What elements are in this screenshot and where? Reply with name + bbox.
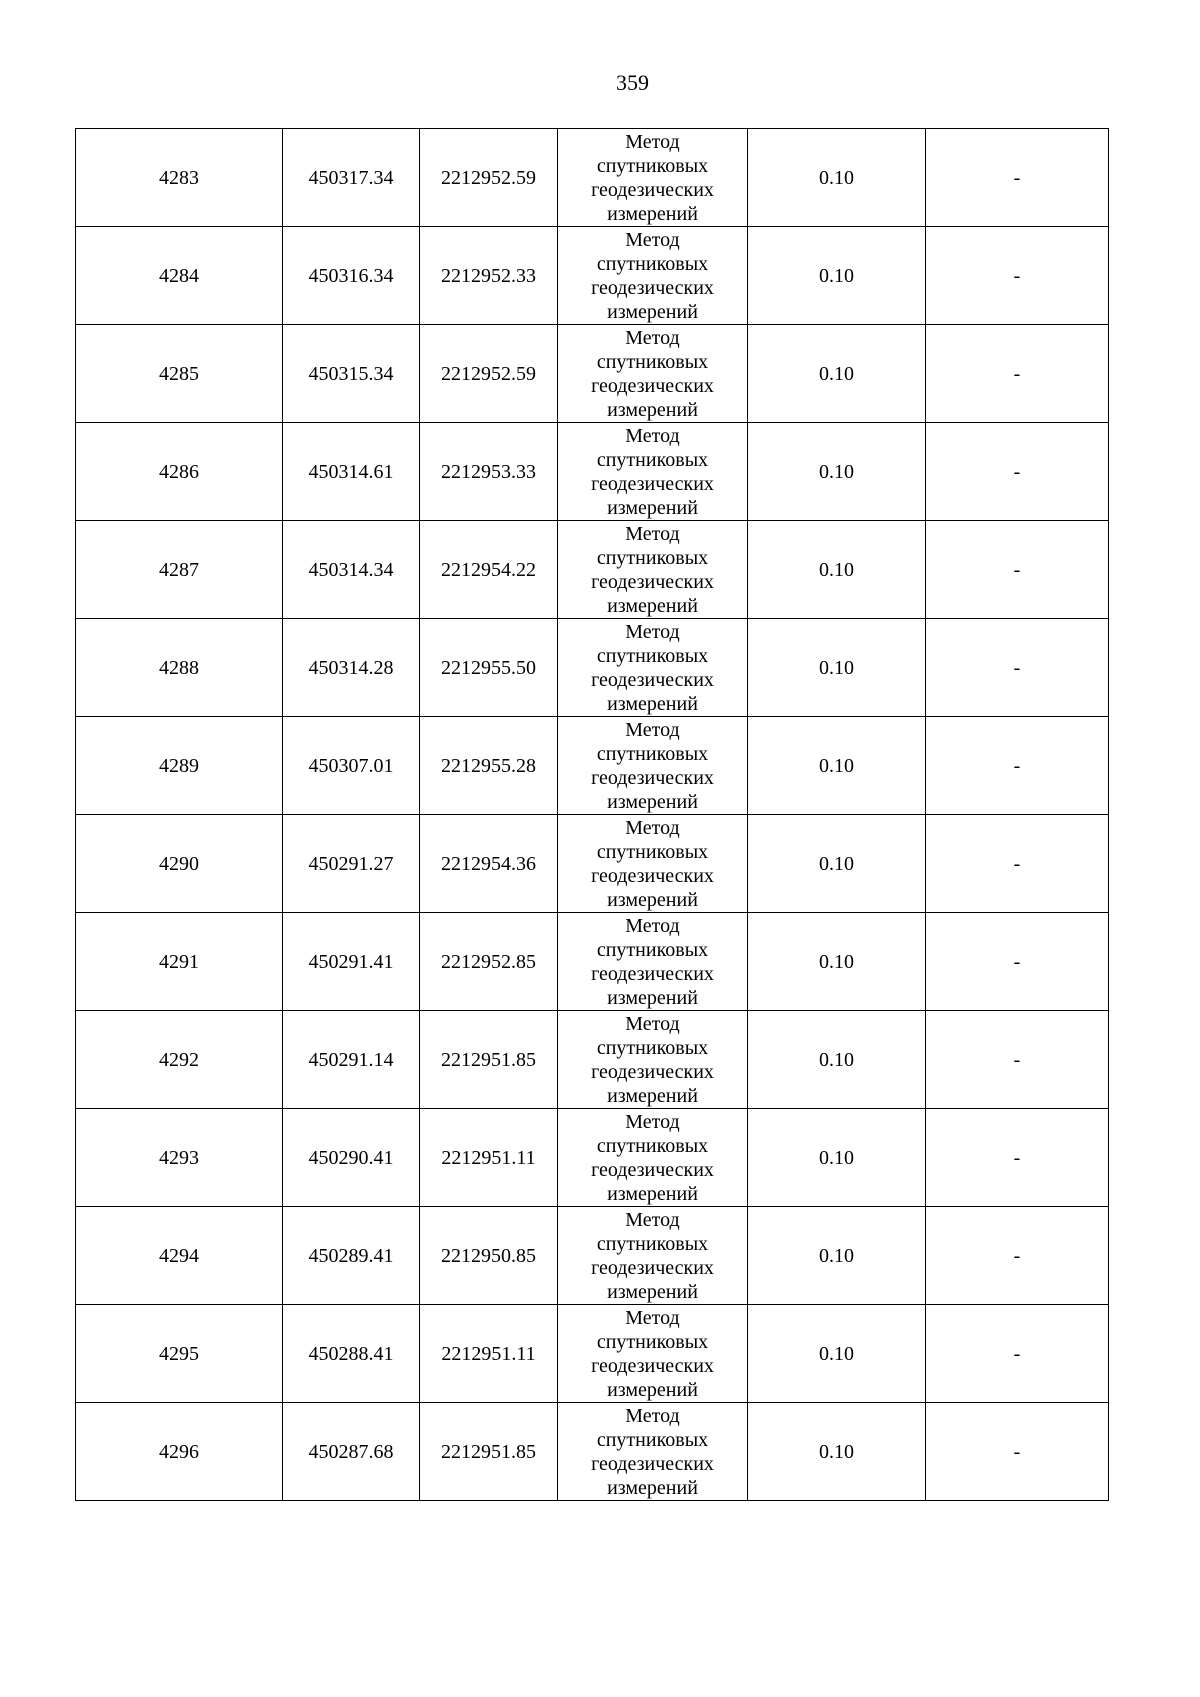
y-coordinate-cell: 2212952.59 <box>420 325 558 423</box>
method-line: геодезических <box>591 1256 714 1279</box>
method-line: спутниковых <box>596 840 709 863</box>
method-line: измерений <box>607 1084 698 1107</box>
method-line: Метод <box>625 522 680 545</box>
method-cell <box>558 619 748 717</box>
y-coordinate-cell: 2212952.59 <box>420 129 558 227</box>
method-cell <box>558 717 748 815</box>
accuracy-cell: 0.10 <box>748 717 926 815</box>
note-cell: - <box>926 1011 1109 1109</box>
accuracy-cell: 0.10 <box>748 227 926 325</box>
point-number-cell: 4289 <box>76 717 283 815</box>
table-row <box>76 913 1109 1011</box>
method-line: геодезических <box>591 1158 714 1181</box>
accuracy-cell: 0.10 <box>748 1305 926 1403</box>
y-coordinate-cell: 2212954.22 <box>420 521 558 619</box>
accuracy-cell: 0.10 <box>748 1011 926 1109</box>
method-cell <box>558 1207 748 1305</box>
note-cell: - <box>926 913 1109 1011</box>
method-line: спутниковых <box>596 252 709 275</box>
note-cell: - <box>926 521 1109 619</box>
note-cell: - <box>926 1109 1109 1207</box>
point-number-cell: 4295 <box>76 1305 283 1403</box>
y-coordinate-cell: 2212951.11 <box>420 1305 558 1403</box>
point-number-cell: 4296 <box>76 1403 283 1501</box>
x-coordinate-cell: 450314.28 <box>283 619 420 717</box>
method-cell <box>558 1109 748 1207</box>
point-number-cell: 4290 <box>76 815 283 913</box>
accuracy-cell: 0.10 <box>748 1403 926 1501</box>
method-line: геодезических <box>591 766 714 789</box>
method-line: Метод <box>625 326 680 349</box>
y-coordinate-cell: 2212955.28 <box>420 717 558 815</box>
method-line: измерений <box>607 300 698 323</box>
table-row <box>76 1207 1109 1305</box>
table-row <box>76 227 1109 325</box>
method-line: измерений <box>607 496 698 519</box>
point-number-cell: 4288 <box>76 619 283 717</box>
table-row <box>76 815 1109 913</box>
x-coordinate-cell: 450289.41 <box>283 1207 420 1305</box>
method-line: спутниковых <box>596 1232 709 1255</box>
method-cell <box>558 423 748 521</box>
method-line: Метод <box>625 1208 680 1231</box>
method-line: спутниковых <box>596 1428 709 1451</box>
note-cell: - <box>926 129 1109 227</box>
accuracy-cell: 0.10 <box>748 129 926 227</box>
point-number-cell: 4291 <box>76 913 283 1011</box>
method-line: Метод <box>625 1404 680 1427</box>
x-coordinate-cell: 450315.34 <box>283 325 420 423</box>
note-cell: - <box>926 325 1109 423</box>
method-line: Метод <box>625 1110 680 1133</box>
method-line: геодезических <box>591 570 714 593</box>
point-number-cell: 4283 <box>76 129 283 227</box>
point-number-cell: 4285 <box>76 325 283 423</box>
method-line: спутниковых <box>596 644 709 667</box>
x-coordinate-cell: 450291.27 <box>283 815 420 913</box>
method-line: измерений <box>607 888 698 911</box>
point-number-cell: 4286 <box>76 423 283 521</box>
note-cell: - <box>926 1207 1109 1305</box>
note-cell: - <box>926 717 1109 815</box>
x-coordinate-cell: 450307.01 <box>283 717 420 815</box>
table-row <box>76 423 1109 521</box>
method-line: спутниковых <box>596 350 709 373</box>
table-row <box>76 129 1109 227</box>
y-coordinate-cell: 2212955.50 <box>420 619 558 717</box>
method-line: Метод <box>625 130 680 153</box>
method-cell <box>558 325 748 423</box>
table-row <box>76 325 1109 423</box>
method-line: спутниковых <box>596 154 709 177</box>
method-line: измерений <box>607 790 698 813</box>
method-cell <box>558 129 748 227</box>
accuracy-cell: 0.10 <box>748 521 926 619</box>
point-number-cell: 4294 <box>76 1207 283 1305</box>
method-line: Метод <box>625 1012 680 1035</box>
method-line: геодезических <box>591 962 714 985</box>
note-cell: - <box>926 1403 1109 1501</box>
method-cell <box>558 1011 748 1109</box>
note-cell: - <box>926 815 1109 913</box>
x-coordinate-cell: 450287.68 <box>283 1403 420 1501</box>
x-coordinate-cell: 450291.41 <box>283 913 420 1011</box>
method-cell <box>558 1305 748 1403</box>
method-line: Метод <box>625 718 680 741</box>
method-line: геодезических <box>591 178 714 201</box>
note-cell: - <box>926 619 1109 717</box>
method-line: спутниковых <box>596 1330 709 1353</box>
table-row <box>76 1403 1109 1501</box>
note-cell: - <box>926 423 1109 521</box>
y-coordinate-cell: 2212952.33 <box>420 227 558 325</box>
method-line: геодезических <box>591 1060 714 1083</box>
method-line: измерений <box>607 1280 698 1303</box>
method-cell <box>558 913 748 1011</box>
method-line: измерений <box>607 1378 698 1401</box>
point-number-cell: 4293 <box>76 1109 283 1207</box>
point-number-cell: 4287 <box>76 521 283 619</box>
x-coordinate-cell: 450316.34 <box>283 227 420 325</box>
accuracy-cell: 0.10 <box>748 1207 926 1305</box>
y-coordinate-cell: 2212951.85 <box>420 1403 558 1501</box>
method-line: геодезических <box>591 864 714 887</box>
y-coordinate-cell: 2212951.85 <box>420 1011 558 1109</box>
table-row <box>76 619 1109 717</box>
method-line: спутниковых <box>596 938 709 961</box>
accuracy-cell: 0.10 <box>748 1109 926 1207</box>
accuracy-cell: 0.10 <box>748 815 926 913</box>
x-coordinate-cell: 450314.61 <box>283 423 420 521</box>
method-cell <box>558 227 748 325</box>
method-line: измерений <box>607 1476 698 1499</box>
method-line: Метод <box>625 914 680 937</box>
method-line: спутниковых <box>596 448 709 471</box>
coordinates-table-body <box>76 129 1109 1501</box>
y-coordinate-cell: 2212954.36 <box>420 815 558 913</box>
method-line: измерений <box>607 398 698 421</box>
method-line: измерений <box>607 202 698 225</box>
table-row <box>76 1011 1109 1109</box>
y-coordinate-cell: 2212953.33 <box>420 423 558 521</box>
method-line: геодезических <box>591 668 714 691</box>
method-line: Метод <box>625 424 680 447</box>
accuracy-cell: 0.10 <box>748 325 926 423</box>
method-cell <box>558 1403 748 1501</box>
method-cell <box>558 521 748 619</box>
method-line: Метод <box>625 816 680 839</box>
method-line: спутниковых <box>596 742 709 765</box>
method-line: геодезических <box>591 276 714 299</box>
x-coordinate-cell: 450314.34 <box>283 521 420 619</box>
accuracy-cell: 0.10 <box>748 619 926 717</box>
method-line: измерений <box>607 1182 698 1205</box>
method-line: Метод <box>625 620 680 643</box>
table-row <box>76 1109 1109 1207</box>
method-line: геодезических <box>591 472 714 495</box>
y-coordinate-cell: 2212952.85 <box>420 913 558 1011</box>
y-coordinate-cell: 2212950.85 <box>420 1207 558 1305</box>
x-coordinate-cell: 450288.41 <box>283 1305 420 1403</box>
method-line: геодезических <box>591 374 714 397</box>
table-row <box>76 717 1109 815</box>
coordinates-table <box>75 128 1109 1501</box>
method-cell <box>558 815 748 913</box>
method-line: Метод <box>625 1306 680 1329</box>
x-coordinate-cell: 450290.41 <box>283 1109 420 1207</box>
note-cell: - <box>926 227 1109 325</box>
method-line: спутниковых <box>596 1134 709 1157</box>
page-number: 359 <box>616 70 649 95</box>
table-row <box>76 521 1109 619</box>
point-number-cell: 4292 <box>76 1011 283 1109</box>
method-line: геодезических <box>591 1452 714 1475</box>
y-coordinate-cell: 2212951.11 <box>420 1109 558 1207</box>
method-line: измерений <box>607 692 698 715</box>
method-line: измерений <box>607 986 698 1009</box>
method-line: измерений <box>607 594 698 617</box>
method-line: спутниковых <box>596 546 709 569</box>
note-cell: - <box>926 1305 1109 1403</box>
accuracy-cell: 0.10 <box>748 423 926 521</box>
x-coordinate-cell: 450317.34 <box>283 129 420 227</box>
table-row <box>76 1305 1109 1403</box>
accuracy-cell: 0.10 <box>748 913 926 1011</box>
x-coordinate-cell: 450291.14 <box>283 1011 420 1109</box>
method-line: геодезических <box>591 1354 714 1377</box>
method-line: Метод <box>625 228 680 251</box>
point-number-cell: 4284 <box>76 227 283 325</box>
method-line: спутниковых <box>596 1036 709 1059</box>
